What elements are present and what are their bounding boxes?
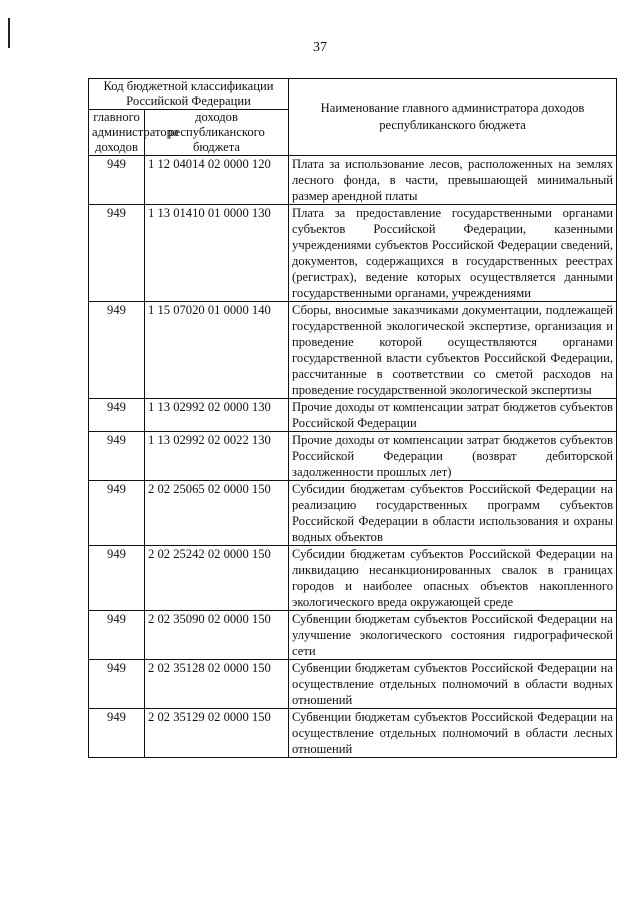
admin-code-cell: 949: [89, 205, 145, 302]
income-name-cell: Прочие доходы от компенсации затрат бюджетов субъектов Российской Федерации (возврат дебиторской задолженности прошлых лет): [289, 432, 617, 481]
admin-code-cell: 949: [89, 302, 145, 399]
table-row: [89, 156, 617, 205]
page-number: 37: [313, 40, 327, 55]
classification-group-header: Код бюджетной классификации Российской Федерации: [89, 79, 289, 110]
classification-code-cell: 1 13 01410 01 0000 130: [145, 205, 289, 302]
table-row: [89, 205, 617, 302]
admin-code-cell: 949: [89, 481, 145, 546]
table-row: [89, 432, 617, 481]
table-row: [89, 546, 617, 611]
chief-admin-header: главного администратора доходов: [89, 110, 145, 156]
income-header: доходов республиканского бюджета: [145, 110, 289, 156]
income-name-cell: Субсидии бюджетам субъектов Российской Федерации на реализацию государственных программ субъектов Российской Федерации в области использования и охраны водных объектов: [289, 481, 617, 546]
admin-code-cell: 949: [89, 660, 145, 709]
classification-code-cell: 2 02 35129 02 0000 150: [145, 709, 289, 758]
income-name-cell: Сборы, вносимые заказчиками документации, подлежащей государственной экологической экспертизе, организация и проведение которой осуществляются органами государственной власти субъектов Российской Федерации, рассчитанные в соответствии со сметой расходов на проведение государственной экологической экспертизы: [289, 302, 617, 399]
table-row: [89, 660, 617, 709]
classification-code-cell: 2 02 35090 02 0000 150: [145, 611, 289, 660]
income-name-cell: Субсидии бюджетам субъектов Российской Федерации на ликвидацию несанкционированных свалок в границах городов и наиболее опасных объектов накопленного экологического вреда окружающей среде: [289, 546, 617, 611]
table-row: [89, 481, 617, 546]
admin-code-cell: 949: [89, 399, 145, 432]
income-name-cell: Прочие доходы от компенсации затрат бюджетов субъектов Российской Федерации: [289, 399, 617, 432]
classification-code-cell: 2 02 25065 02 0000 150: [145, 481, 289, 546]
table-row: [89, 302, 617, 399]
income-name-cell: Плата за использование лесов, расположенных на землях лесного фонда, в части, превышающей минимальный размер арендной платы: [289, 156, 617, 205]
table-body: [89, 156, 617, 758]
admin-code-cell: 949: [89, 156, 145, 205]
classification-code-cell: 2 02 35128 02 0000 150: [145, 660, 289, 709]
income-name-cell: Субвенции бюджетам субъектов Российской Федерации на осуществление отдельных полномочий в области водных отношений: [289, 660, 617, 709]
table-row: [89, 399, 617, 432]
admin-code-cell: 949: [89, 546, 145, 611]
income-name-cell: Субвенции бюджетам субъектов Российской Федерации на улучшение экологического состояния гидрографической сети: [289, 611, 617, 660]
classification-code-cell: 1 12 04014 02 0000 120: [145, 156, 289, 205]
table-row: [89, 611, 617, 660]
admin-code-cell: 949: [89, 432, 145, 481]
classification-code-cell: 1 13 02992 02 0022 130: [145, 432, 289, 481]
classification-code-cell: 1 15 07020 01 0000 140: [145, 302, 289, 399]
table-row: [89, 709, 617, 758]
income-name-cell: Плата за предоставление государственными органами субъектов Российской Федерации, казенными учреждениями субъектов Российской Федерации сведений, документов, содержащихся в государственных реестрах (регистрах), ведение которых осуществляется данными государственными органами, учреждениями: [289, 205, 617, 302]
admin-code-cell: 949: [89, 709, 145, 758]
classification-code-cell: 1 13 02992 02 0000 130: [145, 399, 289, 432]
admin-name-header: Наименование главного администратора доходов республиканского бюджета: [289, 79, 617, 156]
classification-code-cell: 2 02 25242 02 0000 150: [145, 546, 289, 611]
income-name-cell: Субвенции бюджетам субъектов Российской Федерации на осуществление отдельных полномочий в области лесных отношений: [289, 709, 617, 758]
budget-classification-table: [88, 78, 617, 758]
admin-code-cell: 949: [89, 611, 145, 660]
